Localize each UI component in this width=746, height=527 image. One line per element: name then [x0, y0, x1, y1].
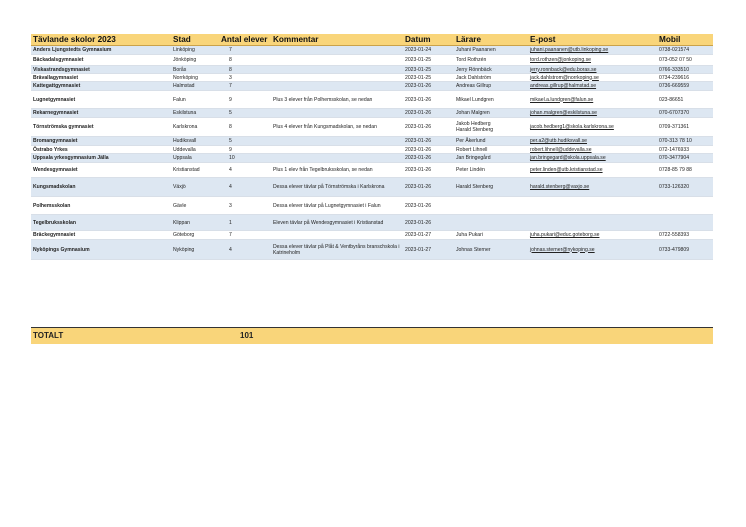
cell-count: 8 — [219, 118, 271, 137]
cell-teacher: Robert Lihnell — [454, 146, 528, 154]
cell-school: Lugnetgymnasiet — [31, 91, 171, 109]
cell-mobile — [657, 215, 713, 231]
header-row — [31, 34, 713, 46]
cell-comment: Dessa elever tävlar på Törnströmska i Karlskrona — [271, 178, 403, 197]
cell-mobile: 070-313 78 10 — [657, 137, 713, 146]
cell-city: Halmstad — [171, 82, 219, 91]
cell-date: 2023-01-26 — [403, 163, 454, 178]
cell-email[interactable]: johnas.sterner@nykoping.se — [528, 240, 657, 260]
cell-comment: Plus 1 elev från Tegelbruksskolan, se nedan — [271, 163, 403, 178]
table-row — [31, 240, 713, 260]
cell-count: 4 — [219, 240, 271, 260]
cell-city: Göteborg — [171, 231, 219, 240]
cell-date: 2023-01-26 — [403, 137, 454, 146]
cell-date: 2023-01-26 — [403, 109, 454, 118]
cell-date: 2023-01-26 — [403, 82, 454, 91]
cell-teacher: Tord Rothzén — [454, 55, 528, 66]
cell-count: 1 — [219, 215, 271, 231]
cell-email[interactable]: jan.bringegard@skola.uppsala.se — [528, 154, 657, 163]
cell-date: 2023-01-26 — [403, 146, 454, 154]
cell-city: Karlskrona — [171, 118, 219, 137]
cell-email[interactable]: mikael.a.lundgren@falun.se — [528, 91, 657, 109]
table-row — [31, 109, 713, 118]
cell-comment — [271, 82, 403, 91]
cell-teacher: Peter Lindén — [454, 163, 528, 178]
cell-count: 8 — [219, 55, 271, 66]
table-row — [31, 178, 713, 197]
table-row — [31, 91, 713, 109]
cell-mobile: 0736-669559 — [657, 82, 713, 91]
cell-school: Brävallagymnasiet — [31, 74, 171, 82]
cell-date: 2023-01-27 — [403, 240, 454, 260]
cell-teacher: Jack Dahlström — [454, 74, 528, 82]
cell-mobile: 0766-333510 — [657, 66, 713, 74]
cell-mobile: 073-052 07 50 — [657, 55, 713, 66]
cell-school: Nyköpings Gymnasium — [31, 240, 171, 260]
cell-school: Bräckegymnasiet — [31, 231, 171, 240]
cell-mobile: 0722-558393 — [657, 231, 713, 240]
cell-count: 3 — [219, 74, 271, 82]
header-teacher: Lärare — [454, 34, 528, 46]
table-row — [31, 74, 713, 82]
cell-email[interactable]: juhani.paananen@utb.linkoping.se — [528, 46, 657, 55]
cell-city: Nyköping — [171, 240, 219, 260]
cell-city: Hudiksvall — [171, 137, 219, 146]
cell-date: 2023-01-26 — [403, 215, 454, 231]
cell-teacher: Jan Bringegård — [454, 154, 528, 163]
cell-email[interactable]: per.a2@utb.hudiksvall.se — [528, 137, 657, 146]
cell-teacher: Mikael Lundgren — [454, 91, 528, 109]
cell-comment — [271, 154, 403, 163]
cell-teacher: Jakob Hedberg Harald Stenberg — [454, 118, 528, 137]
cell-count: 8 — [219, 66, 271, 74]
header-mobile: Mobil — [657, 34, 713, 46]
cell-mobile: 023-86651 — [657, 91, 713, 109]
cell-count: 7 — [219, 231, 271, 240]
spreadsheet — [31, 34, 713, 260]
cell-comment — [271, 109, 403, 118]
cell-teacher: Johan Malgren — [454, 109, 528, 118]
cell-email[interactable]: tord.rothzen@jonkoping.se — [528, 55, 657, 66]
cell-school: Bäckadalsgymnasiet — [31, 55, 171, 66]
header-school: Tävlande skolor 2023 — [31, 34, 171, 46]
cell-comment — [271, 66, 403, 74]
cell-city: Uddevalla — [171, 146, 219, 154]
cell-mobile: 070-6707370 — [657, 109, 713, 118]
table-row — [31, 197, 713, 215]
cell-count: 4 — [219, 163, 271, 178]
cell-comment: Plus 3 elever från Polhemsskolan, se nedan — [271, 91, 403, 109]
header-city: Stad — [171, 34, 219, 46]
cell-mobile: 070-3477904 — [657, 154, 713, 163]
table-row — [31, 163, 713, 178]
cell-date: 2023-01-25 — [403, 66, 454, 74]
cell-school: Tegelbruksskolan — [31, 215, 171, 231]
table-row — [31, 231, 713, 240]
cell-teacher — [454, 215, 528, 231]
table-row — [31, 146, 713, 154]
cell-comment — [271, 46, 403, 55]
cell-city: Eskilstuna — [171, 109, 219, 118]
cell-teacher: Harald Stenberg — [454, 178, 528, 197]
cell-email[interactable]: jack.dahlstrom@norrkoping.se — [528, 74, 657, 82]
cell-comment — [271, 231, 403, 240]
cell-date: 2023-01-25 — [403, 55, 454, 66]
cell-comment: Dessa elever tävlar på Lugnetgymnasiet i Falun — [271, 197, 403, 215]
cell-comment — [271, 55, 403, 66]
cell-teacher: Per Åkerlund — [454, 137, 528, 146]
cell-date: 2023-01-24 — [403, 46, 454, 55]
cell-count: 9 — [219, 146, 271, 154]
table-row — [31, 82, 713, 91]
cell-mobile: 0728-85 79 88 — [657, 163, 713, 178]
cell-city: Jönköping — [171, 55, 219, 66]
cell-city: Linköping — [171, 46, 219, 55]
table-row — [31, 215, 713, 231]
cell-email[interactable]: johan.malgren@eskilstuna.se — [528, 109, 657, 118]
cell-count: 5 — [219, 109, 271, 118]
cell-email — [528, 197, 657, 215]
cell-mobile: 0733-479809 — [657, 240, 713, 260]
cell-email[interactable]: harald.stenberg@vaxjo.se — [528, 178, 657, 197]
cell-date: 2023-01-26 — [403, 197, 454, 215]
table-row — [31, 137, 713, 146]
table-row — [31, 46, 713, 55]
cell-mobile: 0733-126320 — [657, 178, 713, 197]
cell-city: Klippan — [171, 215, 219, 231]
cell-mobile: 072-1476933 — [657, 146, 713, 154]
table-row — [31, 154, 713, 163]
cell-mobile: 0734-239616 — [657, 74, 713, 82]
cell-teacher: Andreas Gillrup — [454, 82, 528, 91]
cell-email[interactable]: juha.pukari@educ.goteborg.se — [528, 231, 657, 240]
cell-school: Polhemsskolan — [31, 197, 171, 215]
cell-email[interactable]: jacob.hedberg1@skola.karlskrona.se — [528, 118, 657, 137]
cell-teacher: Juha Pukari — [454, 231, 528, 240]
cell-city: Kristianstad — [171, 163, 219, 178]
totals-row — [31, 327, 713, 344]
cell-school: Kattegattgymnasiet — [31, 82, 171, 91]
cell-date: 2023-01-26 — [403, 178, 454, 197]
cell-email[interactable]: robert.lihnell@uddevalla.se — [528, 146, 657, 154]
cell-school: Viskastrandsgymnasiet — [31, 66, 171, 74]
cell-school: Wendesgymnasiet — [31, 163, 171, 178]
cell-date: 2023-01-26 — [403, 154, 454, 163]
cell-teacher: Johnas Sterner — [454, 240, 528, 260]
cell-city: Falun — [171, 91, 219, 109]
cell-comment: Eleven tävlar på Wendesgymnasiet i Kristianstad — [271, 215, 403, 231]
schools-table — [31, 34, 713, 260]
header-date: Datum — [403, 34, 454, 46]
cell-date: 2023-01-26 — [403, 118, 454, 137]
table-row — [31, 55, 713, 66]
cell-city: Uppsala — [171, 154, 219, 163]
cell-email[interactable]: andreas.gillrup@halmstad.se — [528, 82, 657, 91]
header-email: E-post — [528, 34, 657, 46]
cell-comment — [271, 146, 403, 154]
header-count: Antal elever — [219, 34, 271, 46]
cell-mobile: 0738-021574 — [657, 46, 713, 55]
cell-count: 4 — [219, 178, 271, 197]
cell-teacher: Jerry Rönnbäck — [454, 66, 528, 74]
cell-school: Törnströmska gymnasiet — [31, 118, 171, 137]
cell-comment: Dessa elever tävlar på Plåt & Ventbyråns branschskola i Katrineholm — [271, 240, 403, 260]
cell-school: Rekarnegymnasiet — [31, 109, 171, 118]
table-row — [31, 66, 713, 74]
cell-school: Bromangymnasiet — [31, 137, 171, 146]
cell-comment: Plus 4 elever från Kungsmadskolan, se nedan — [271, 118, 403, 137]
totals-value: 101 — [240, 331, 254, 340]
cell-comment — [271, 137, 403, 146]
cell-teacher — [454, 197, 528, 215]
totals-label: TOTALT — [33, 331, 64, 340]
cell-count: 7 — [219, 46, 271, 55]
cell-email[interactable]: jerry.ronnback@edu.boras.se — [528, 66, 657, 74]
cell-count: 7 — [219, 82, 271, 91]
cell-count: 9 — [219, 91, 271, 109]
cell-school: Kungsmadskolan — [31, 178, 171, 197]
cell-count: 10 — [219, 154, 271, 163]
cell-mobile — [657, 197, 713, 215]
cell-mobile: 0709-371361 — [657, 118, 713, 137]
cell-city: Växjö — [171, 178, 219, 197]
cell-teacher: Juhani Paananen — [454, 46, 528, 55]
cell-city: Gävle — [171, 197, 219, 215]
cell-city: Borås — [171, 66, 219, 74]
cell-count: 5 — [219, 137, 271, 146]
cell-school: Anders Ljungstedts Gymnasium — [31, 46, 171, 55]
cell-date: 2023-01-26 — [403, 91, 454, 109]
cell-count: 3 — [219, 197, 271, 215]
header-comment: Kommentar — [271, 34, 403, 46]
cell-date: 2023-01-25 — [403, 74, 454, 82]
table-row — [31, 118, 713, 137]
cell-date: 2023-01-27 — [403, 231, 454, 240]
cell-email — [528, 215, 657, 231]
cell-email[interactable]: peter.linden@utb.kristianstad.se — [528, 163, 657, 178]
cell-city: Norrköping — [171, 74, 219, 82]
cell-school: Uppsala yrkesgymnasium Jälla — [31, 154, 171, 163]
cell-school: Östrabo Yrkes — [31, 146, 171, 154]
cell-comment — [271, 74, 403, 82]
